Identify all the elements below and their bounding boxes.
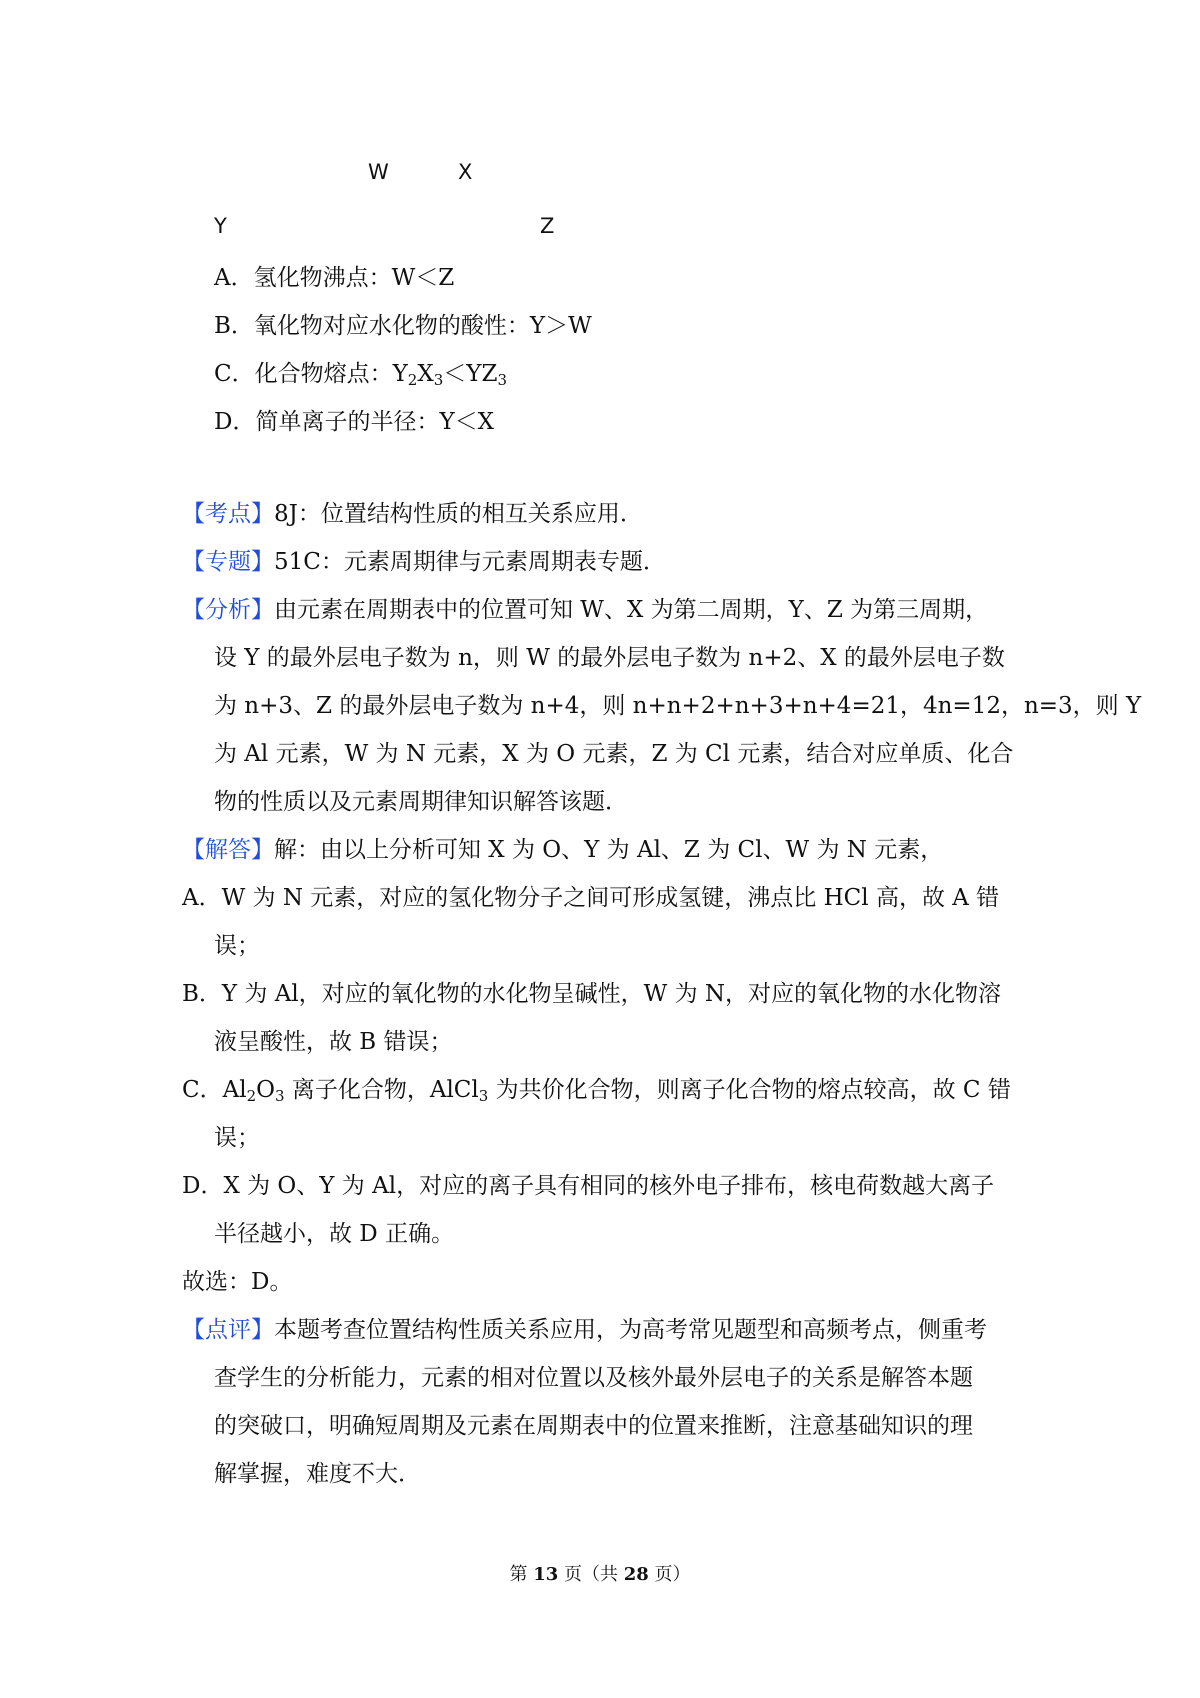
page-total: 28: [623, 1564, 649, 1585]
option-b: B．氧化物对应水化物的酸性：Y＞W: [214, 313, 592, 339]
dianping-line-2: 查学生的分析能力，元素的相对位置以及核外最外层电子的关系是解答本题: [214, 1365, 973, 1391]
fenxi-line-3: 为 n+3、Z 的最外层电子数为 n+4，则 n+n+2+n+3+n+4=21，4n=12，n=3，则 Y: [214, 693, 1142, 719]
jieda-b-line-1: B．Y 为 Al，对应的氧化物的水化物呈碱性，W 为 N，对应的氧化物的水化物溶: [182, 981, 1002, 1007]
jieda-d-line-1: D．X 为 O、Y 为 Al，对应的离子具有相同的核外电子排布，核电荷数越大离子: [182, 1173, 995, 1199]
dianping-line-3: 的突破口，明确短周期及元素在周期表中的位置来推断，注意基础知识的理: [214, 1413, 973, 1439]
kaodian-section: [182, 500, 643, 528]
dianping-line-4: 解掌握，难度不大．: [214, 1461, 421, 1487]
option-a: A．氢化物沸点：W＜Z: [214, 265, 455, 291]
jieda-a-line-1: A．W 为 N 元素，对应的氢化物分子之间可形成氢键，沸点比 HCl 高，故 A 错: [182, 885, 1000, 911]
zhuanti-section: [182, 548, 666, 576]
kaodian-text: 8J：位置结构性质的相互关系应用．: [274, 501, 643, 527]
table-cell-y: Y: [214, 214, 227, 238]
jieda-tag: 【解答】: [182, 837, 274, 863]
fenxi-line-1: 【分析】由元素在周期表中的位置可知 W、X 为第二周期，Y、Z 为第三周期，: [182, 597, 989, 623]
jieda-d-line-2: 半径越小，故 D 正确。: [214, 1221, 455, 1247]
fenxi-line-2: 设 Y 的最外层电子数为 n，则 W 的最外层电子数为 n+2、X 的最外层电子数: [214, 645, 1005, 671]
jieda-b-line-2: 液呈酸性，故 B 错误；: [214, 1029, 453, 1055]
page-number: 13: [533, 1564, 559, 1585]
kaodian-tag: 【考点】: [182, 501, 274, 527]
fenxi-line-4: 为 Al 元素，W 为 N 元素，X 为 O 元素，Z 为 Cl 元素，结合对应单质、化合: [214, 741, 1014, 767]
table-cell-x: X: [458, 160, 473, 184]
jieda-intro: 【解答】解：由以上分析可知 X 为 O、Y 为 Al、Z 为 Cl、W 为 N 元素，: [182, 837, 944, 863]
option-d: D．简单离子的半径：Y＜X: [214, 409, 494, 435]
table-cell-w: W: [368, 160, 389, 184]
jieda-c-line-2: 误；: [214, 1125, 260, 1151]
jieda-c-line-1: C．$Al_2O_3$ 离子化合物，AlCl$_3$ 为共价化合物，则离子化合物的熔点较高，故 C 错: [182, 1077, 1011, 1105]
answer-line: 故选：D。: [182, 1269, 293, 1295]
page-footer: 第 13 页（共 28 页）: [509, 1564, 691, 1585]
option-c: C．化合物熔点：$Y_2X_3<YZ_3$: [214, 361, 507, 389]
dianping-tag: 【点评】: [182, 1317, 274, 1343]
zhuanti-text: 51C：元素周期律与元素周期表专题．: [274, 549, 666, 575]
fenxi-tag: 【分析】: [182, 597, 274, 623]
jieda-a-line-2: 误；: [214, 933, 260, 959]
dianping-line-1: 【点评】本题考查位置结构性质关系应用，为高考常见题型和高频考点，侧重考: [182, 1317, 987, 1343]
zhuanti-tag: 【专题】: [182, 549, 274, 575]
fenxi-line-5: 物的性质以及元素周期律知识解答该题．: [214, 789, 628, 815]
table-cell-z: Z: [540, 214, 555, 238]
